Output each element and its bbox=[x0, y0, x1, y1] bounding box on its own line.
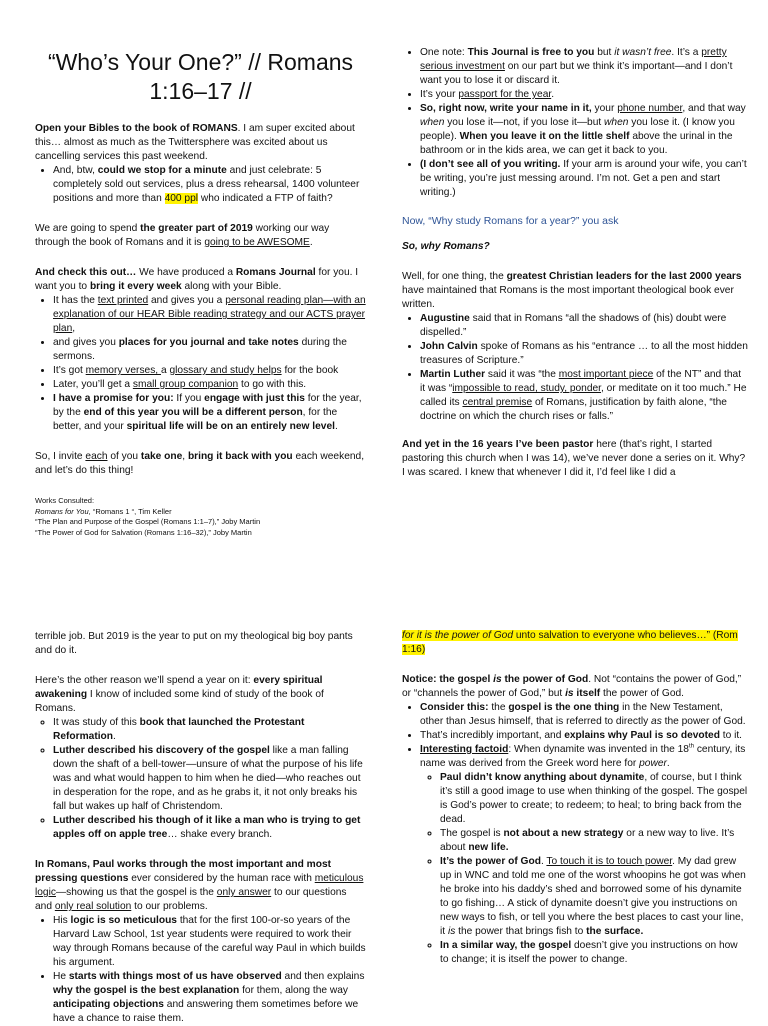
leaders-list bbox=[402, 312, 748, 424]
list-item: ◦ Luther described his though of it like a man who is trying to get apples off on apple tree… shake every branch. bbox=[53, 814, 366, 842]
list-item: ◦ Luther described his discovery of the gospel like a man falling down the shaft of a bell-tower—unsure of what the purpose of his life was and what would happen to him when he died—who reaches out in desperation for the rope, and as he grabs it, it not only breaks his fall but wakes up half of Christendom. bbox=[53, 744, 366, 814]
list-item: • Interesting factoid: When dynamite was invented in the 18th century, its name was derived from the Greek word here for power. ◦ Paul didn’t know anything about dynamite, of course, but I think it’s still a good image to use when thinking of the gospel. The gospel is God’s power to create; to redeem; to heal; to bring back from the dead. ◦ The gospel is not about a new strategy or a new way to live. It’s about new life. ◦ It’s the power of God. To touch it is to touch power. My dad grew up in WNC and told me one of the worst whoopins he got was when he broke into his daddy’s shed and borrowed some of his dynamite to go fishing… A stick of dynamite doesn’t give you instructions on new ways to fish, or tell you where the best places to cast your line, it is the power that brings fish to the surface. ◦ In a similar way, the gospel doesn’t give you instructions on how to change; it is itself the power to change. bbox=[420, 743, 748, 967]
journal-note-list bbox=[402, 46, 748, 200]
section-heading: Now, “Why study Romans for a year?” you ask bbox=[402, 215, 619, 227]
paragraph: So, I invite each of you take one, bring it back with you each weekend, and let’s do this thing! bbox=[35, 451, 365, 476]
list-item: ◦ It’s the power of God. To touch it is to touch power. My dad grew up in WNC and told me one of the worst whoopins he got was when he broke into his daddy’s shed and borrowed some of his dynamite to go fishing… A stick of dynamite doesn’t give you instructions on new ways to fish, or tell you where the best places to cast your line, it is the power that brings fish to the surface. bbox=[440, 855, 748, 939]
list-item: • It has the text printed and gives you a personal reading plan—with an explanation of our HEAR Bible reading strategy and our ACTS prayer plan, bbox=[53, 294, 366, 336]
paragraph: terrible job. But 2019 is the year to put on my theological big boy pants and do it. bbox=[35, 631, 353, 656]
list-item: ◦ In a similar way, the gospel doesn’t give you instructions on how to change; it is itself the power to change. bbox=[440, 939, 748, 967]
list-item: • John Calvin spoke of Romans as his “entrance … to all the most hidden treasures of Scripture.” bbox=[420, 340, 748, 368]
list-item: • One note: This Journal is free to you but it wasn’t free. It’s a pretty serious investment on our part but we think it’s important—and I don’t want you to lose it or discard it. bbox=[420, 46, 748, 88]
list-item: • It’s got memory verses, a glossary and study helps for the book bbox=[53, 364, 366, 378]
list-item: • Augustine said that in Romans “all the shadows of (his) doubt were dispelled.” bbox=[420, 312, 748, 340]
list-item: ◦ Paul didn’t know anything about dynamite, of course, but I think it’s still a good image to use when thinking of the gospel. The gospel is God’s power to create; to redeem; to heal; to bring back from the dead. bbox=[440, 771, 748, 827]
page-2 bbox=[384, 0, 768, 512]
gospel-power-list bbox=[402, 701, 748, 967]
list-item: • Martin Luther said it was “the most important piece of the NT” and that it was “impossible to read, study, ponder, or meditate on it too much.” He called its central premise of Romans, justification by faith alone, “the doctrine on which the church rises or falls.” bbox=[420, 368, 748, 424]
paragraph: Notice: the gospel is the power of God. Not “contains the power of God,” or “channels the power of God,” but is itself the power of God. bbox=[402, 674, 742, 699]
page-3 bbox=[0, 512, 384, 1024]
list-item: • I have a promise for you: If you engage with just this for the year, by the end of this year you will be a different person, for the better, and your spiritual life will be on an entirely new level. bbox=[53, 392, 366, 434]
list-item: • That’s incredibly important, and explains why Paul is so devoted to it. bbox=[420, 729, 748, 743]
page-4 bbox=[384, 512, 768, 1024]
intro-paragraph: Open your Bibles to the book of ROMANS. I am super excited about this… almost as much as the Twittersphere was excited about us cancelling services this past weekend. bbox=[35, 123, 355, 162]
list-item: • It’s your passport for the year. bbox=[420, 88, 748, 102]
dynamite-sublist bbox=[420, 771, 748, 967]
subheading: So, why Romans? bbox=[402, 241, 490, 252]
paragraph: In Romans, Paul works through the most important and most pressing questions ever considered by the human race with meticulous logic—showing us that the gospel is the only answer to our questions and only real solution to our problems. bbox=[35, 859, 364, 912]
works-consulted: Works Consulted: Romans for You, “Romans 1 “, Tim Keller “The Plan and Purpose of the Gospel (Romans 1:1–7),” Joby Martin “The Power of God for Salvation (Romans 1:16–32),” Joby Martin bbox=[35, 496, 261, 537]
list-item: • Later, you’ll get a small group companion to go with this. bbox=[53, 378, 366, 392]
awakening-list bbox=[35, 716, 366, 842]
highlight: 400 ppl bbox=[164, 193, 199, 204]
list-item: ◦ It was study of this book that launched the Protestant Reformation. bbox=[53, 716, 366, 744]
celebrate-list bbox=[35, 164, 366, 206]
list-item: • And, btw, could we stop for a minute and just celebrate: 5 completely sold out services, plus a dress rehearsal, 1400 volunteer positions and more than 400 ppl who indicated a FTP of faith? bbox=[53, 164, 366, 206]
paragraph: Well, for one thing, the greatest Christian leaders for the last 2000 years have maintained that Romans is the most important theological book ever written. bbox=[402, 271, 742, 310]
paragraph: Here’s the other reason we’ll spend a year on it: every spiritual awakening I know of included some kind of study of the book of Romans. bbox=[35, 675, 324, 714]
verse-quote: for it is the power of God unto salvation to everyone who believes…” (Rom 1:16) bbox=[402, 630, 738, 655]
page-1 bbox=[0, 0, 384, 537]
paragraph: And check this out… We have produced a Romans Journal for you. I want you to bring it every week along with your Bible. bbox=[35, 267, 359, 292]
journal-features-list bbox=[35, 294, 366, 434]
list-item: • Consider this: the gospel is the one thing in the New Testament, other than Jesus himself, that is referred to directly as the power of God. bbox=[420, 701, 748, 729]
paragraph: And yet in the 16 years I’ve been pastor here (that’s right, I started pastoring this church when I was 14), we’ve never done a series on it. Why? I was scared. I knew that whenever I did it, I’d feel like I did a bbox=[402, 439, 746, 478]
list-item: • and gives you places for you journal and take notes during the sermons. bbox=[53, 336, 366, 364]
list-item: • He starts with things most of us have observed and then explains why the gospel is the best explanation for them, along the way anticipating objections and answering them sometimes before we have a chance to raise them. bbox=[53, 970, 366, 1026]
sermon-title: “Who’s Your One?” // Romans 1:16–17 // bbox=[47, 49, 354, 104]
list-item: ◦ The gospel is not about a new strategy or a new way to live. It’s about new life. bbox=[440, 827, 748, 855]
list-item: • (I don’t see all of you writing. If your arm is around your wife, you can’t be writing, you’re just messing around. I’m not. Get a pen and start writing.) bbox=[420, 158, 748, 200]
list-item: • So, right now, write your name in it, your phone number, and that way when you lose it—not, if you lose it—but when you lose it. (I know you people). When you leave it on the little shelf above the urinal in the bathroom or in the kids area, we can get it back to you. bbox=[420, 102, 748, 158]
list-item: • His logic is so meticulous that for the first 100-or-so years of the Harvard Law School, 1st year students were required to work their way through Romans because of the careful way Paul in which builds his argument. bbox=[53, 914, 366, 970]
logic-list bbox=[35, 914, 366, 1026]
paragraph: We are going to spend the greater part of 2019 working our way through the book of Romans and it is going to be AWESOME. bbox=[35, 223, 330, 248]
